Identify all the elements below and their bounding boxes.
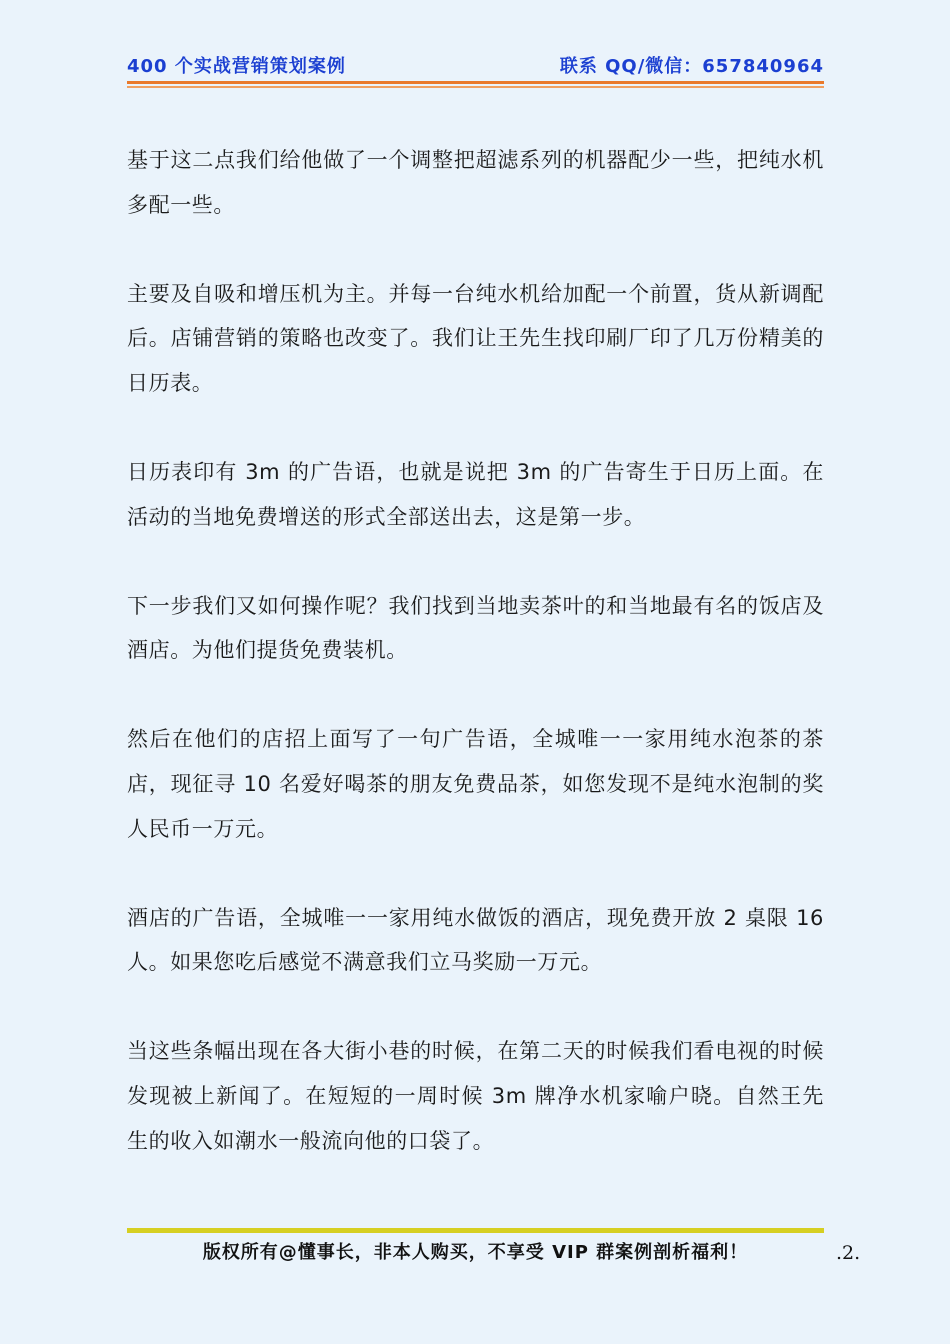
footer-copyright: 版权所有@懂事长，非本人购买，不享受 VIP 群案例剖析福利！ [202, 1242, 749, 1263]
header-title: 400 个实战营销策划案例 [127, 56, 346, 77]
paragraph: 下一步我们又如何操作呢？我们找到当地卖茶叶的和当地最有名的饭店及酒店。为他们提货免费装机。 [127, 593, 824, 663]
header-contact: 联系 QQ/微信：657840964 [559, 56, 824, 77]
paragraph: 基于这二点我们给他做了一个调整把超滤系列的机器配少一些，把纯水机多配一些。 [127, 148, 824, 217]
paragraph: 日历表印有 3m 的广告语，也就是说把 3m 的广告寄生于日历上面。在活动的当地免费增送的形式全部送出去，这是第一步。 [127, 459, 824, 529]
document-body [127, 138, 824, 1208]
footer-divider [127, 1228, 824, 1233]
header-divider-secondary [127, 86, 824, 88]
paragraph: 然后在他们的店招上面写了一句广告语，全城唯一一家用纯水泡茶的茶店，现征寻 10 名爱好喝茶的朋友免费品茶，如您发现不是纯水泡制的奖人民币一万元。 [127, 727, 824, 841]
page-number: .2. [836, 1242, 861, 1264]
paragraph: 酒店的广告语，全城唯一一家用纯水做饭的酒店，现免费开放 2 桌限 16 人。如果您吃后感觉不满意我们立马奖励一万元。 [127, 905, 824, 975]
paragraph: 当这些条幅出现在各大街小巷的时候，在第二天的时候我们看电视的时候发现被上新闻了。在短短的一周时候 3m 牌净水机家喻户晓。自然王先生的收入如潮水一般流向他的口袋了。 [127, 1039, 824, 1153]
header-divider [127, 81, 824, 84]
paragraph: 主要及自吸和增压机为主。并每一台纯水机给加配一个前置，货从新调配后。店铺营销的策略也改变了。我们让王先生找印刷厂印了几万份精美的日历表。 [127, 281, 824, 396]
page-header [127, 54, 824, 80]
